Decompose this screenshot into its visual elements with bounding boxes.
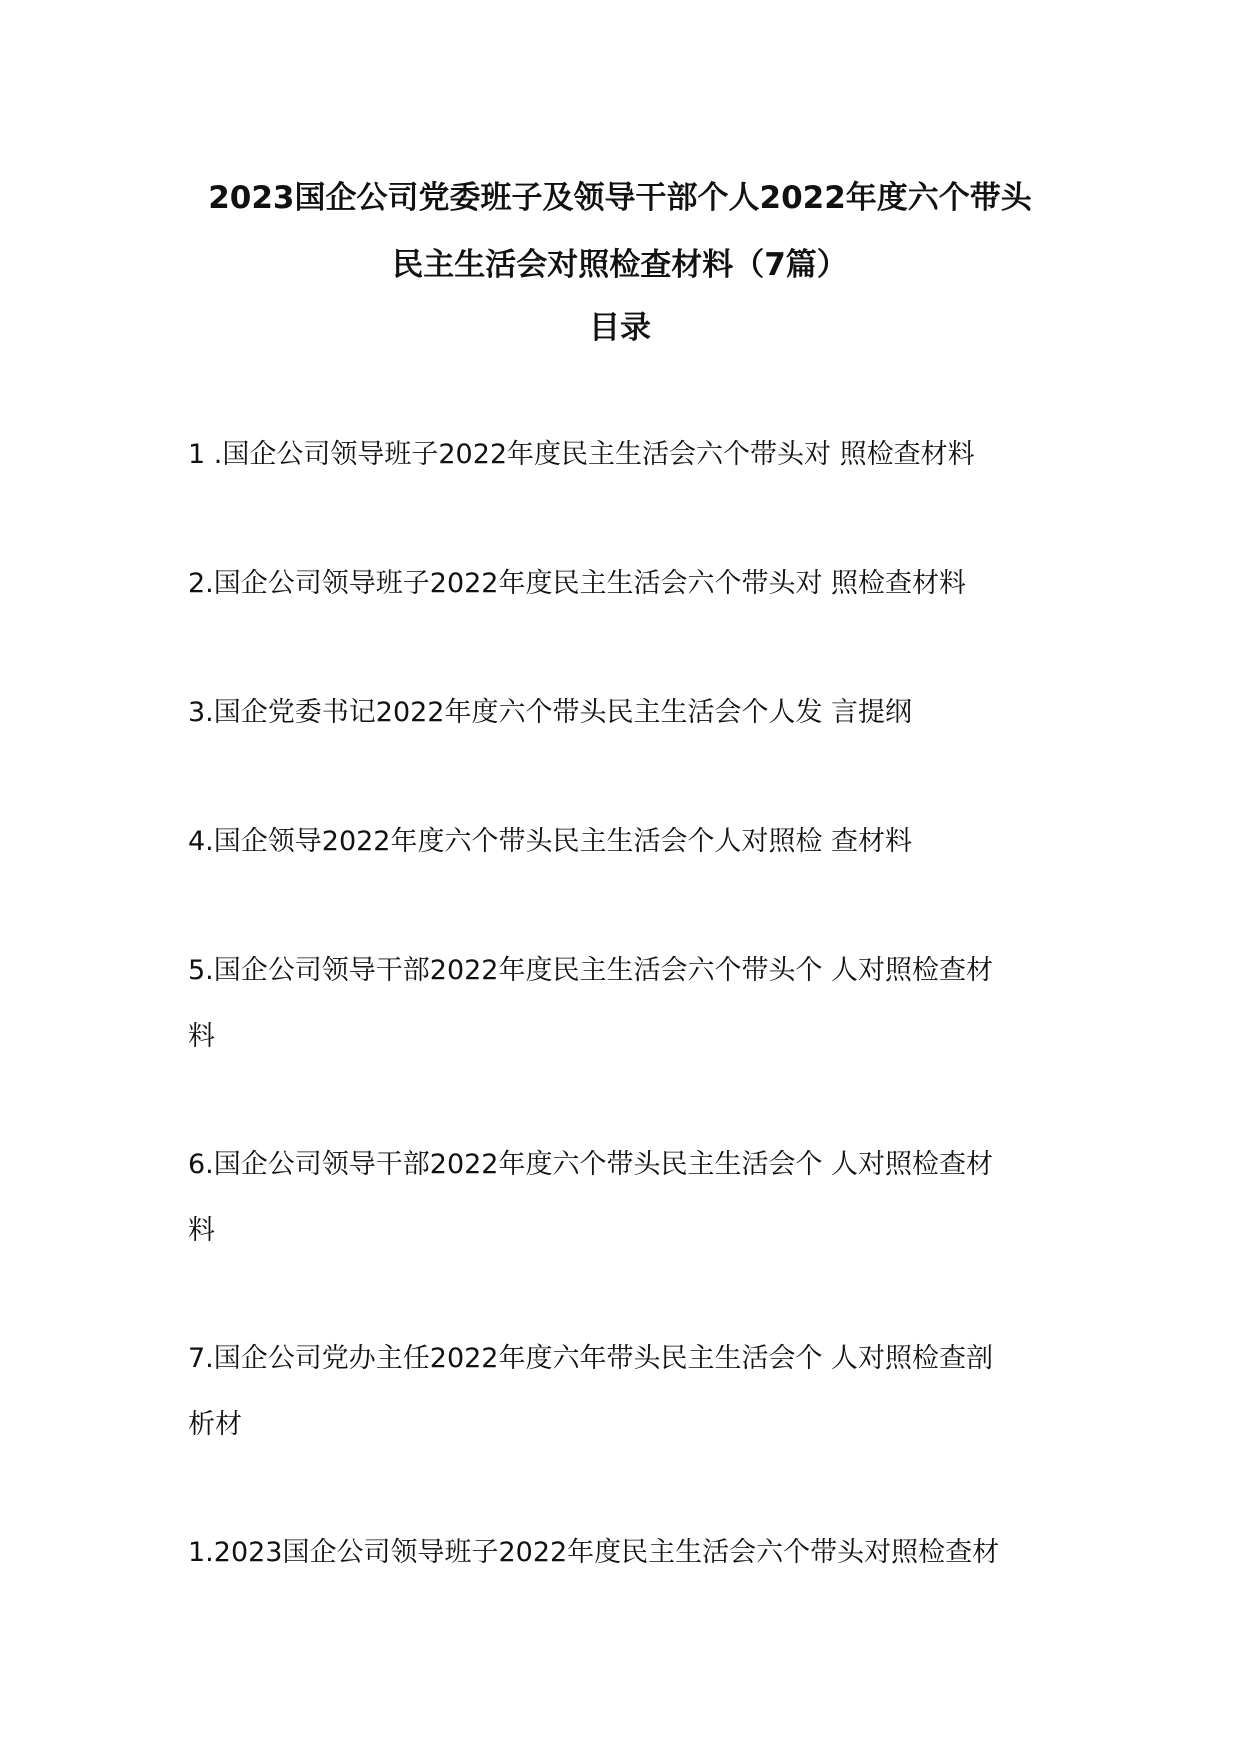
toc-item-text: 4.国企领导2022年度六个带头民主生活会个人对照检 查材料 <box>188 826 913 857</box>
toc-item[interactable] <box>188 1520 1058 1586</box>
toc-item-text: 3.国企党委书记2022年度六个带头民主生活会个人发 言提纲 <box>188 697 913 728</box>
toc-item[interactable] <box>188 809 1058 875</box>
toc-item-text: 6.国企公司领导干部2022年度六个带头民主生活会个 人对照检查材 <box>188 1149 994 1180</box>
document-title-line-2: 民主生活会对照检查材料（7篇） <box>392 247 848 283</box>
toc-item-text: 1.2023国企公司领导班子2022年度民主生活会六个带头对照检查材 <box>188 1537 1000 1568</box>
toc-item-text: 7.国企公司党办主任2022年度六年带头民主生活会个 人对照检查剖 <box>188 1343 994 1374</box>
toc-item-text-continued: 料 <box>188 1215 215 1246</box>
document-title-line-1: 2023国企公司党委班子及领导干部个人2022年度六个带头 <box>208 180 1032 216</box>
toc-item[interactable] <box>188 551 1058 617</box>
toc-item[interactable] <box>188 1326 1058 1458</box>
toc-item-text-continued: 料 <box>188 1021 215 1052</box>
toc-item[interactable] <box>188 680 1058 746</box>
toc-item-text-continued: 析材 <box>188 1409 242 1440</box>
toc-item[interactable] <box>188 422 1058 488</box>
toc-heading: 目录 <box>589 310 651 346</box>
toc-item[interactable] <box>188 938 1058 1070</box>
toc-item-text: 2.国企公司领导班子2022年度民主生活会六个带头对 照检查材料 <box>188 568 967 599</box>
toc-item-text: 1 .国企公司领导班子2022年度民主生活会六个带头对 照检查材料 <box>188 439 975 470</box>
toc-item[interactable] <box>188 1132 1058 1264</box>
toc-item-text: 5.国企公司领导干部2022年度民主生活会六个带头个 人对照检查材 <box>188 955 994 986</box>
